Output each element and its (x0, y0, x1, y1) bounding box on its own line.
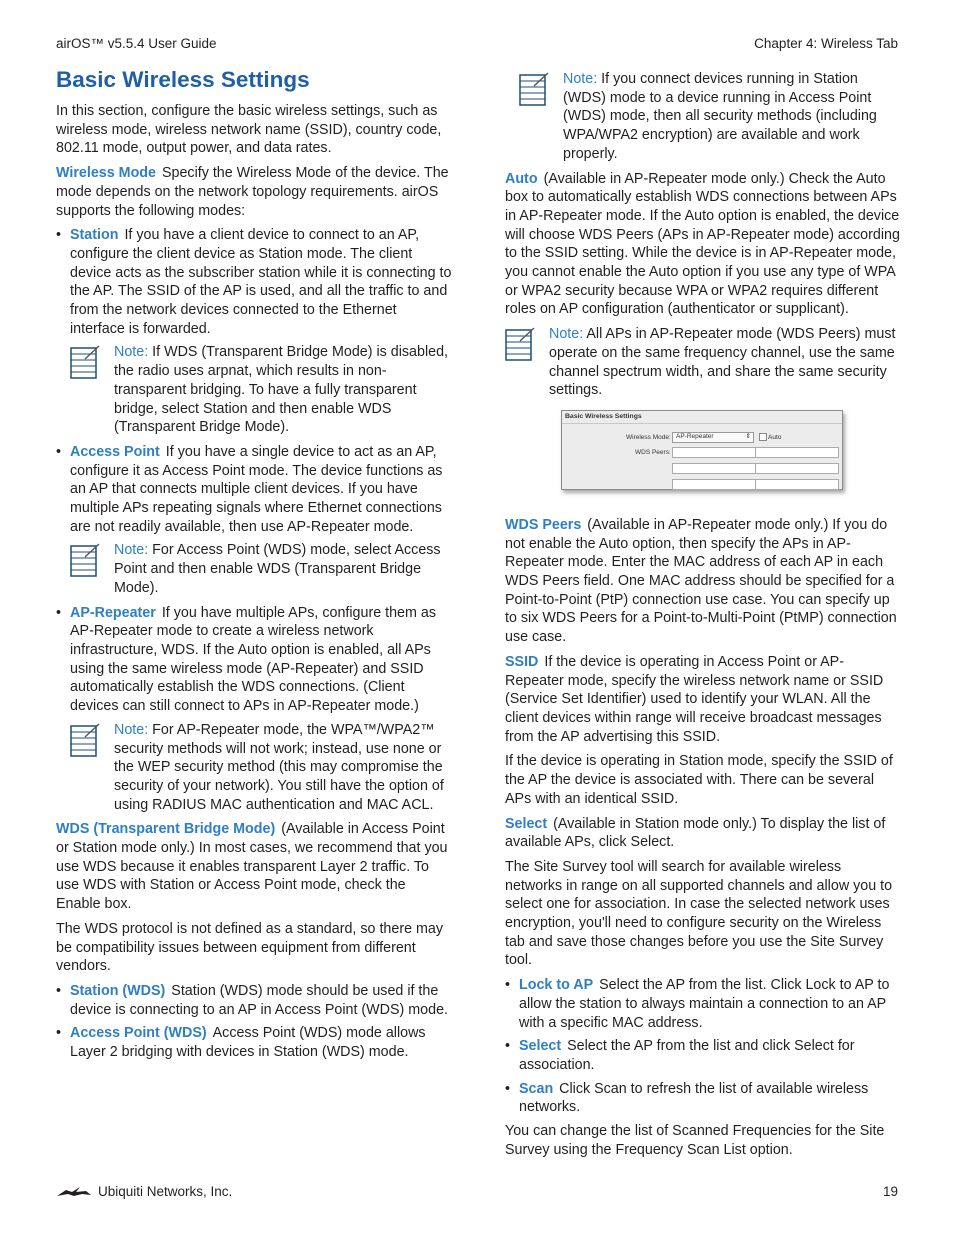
lock-to-ap-text: Select the AP from the list. Click Lock to AP to allow the station to always maintain a connection to an AP with a specific MAC address. (519, 977, 890, 1031)
bullet-station-wds (56, 982, 452, 1019)
auto-paragraph (505, 170, 900, 320)
ssid-paragraph (505, 653, 900, 747)
notepad-icon (70, 721, 114, 815)
note-label: Note: (114, 344, 149, 361)
ubiquiti-logo-icon (56, 1186, 92, 1198)
select-text: (Available in Station mode only.) To display the list of available APs, click Select. (505, 815, 886, 851)
header-guide-title: airOS™ v5.5.4 User Guide (56, 36, 217, 51)
select-arrows-icon: ⇕ (745, 432, 751, 440)
notepad-icon (505, 325, 549, 400)
note-text: If you connect devices running in Station (WDS) mode to a device running in Access Point (WDS) mode, then all security methods (including WPA/WPA2 encryption) are available and work properly. (563, 71, 877, 162)
note-label: Note: (563, 71, 598, 87)
wds-peer-field[interactable] (755, 463, 839, 474)
header-chapter: Chapter 4: Wireless Tab (754, 36, 898, 51)
note-text: For Access Point (WDS) mode, select Access Point and then enable WDS (Transparent Bridge Mode). (114, 542, 441, 596)
note-box (70, 721, 452, 815)
auto-term: Auto (505, 170, 538, 187)
note-label: Note: (114, 542, 149, 559)
wds-peer-field[interactable] (755, 447, 839, 458)
wds-paragraph (56, 820, 452, 914)
ssid-term: SSID (505, 653, 539, 670)
scan-text: Click Scan to refresh the list of available wireless networks. (519, 1080, 869, 1116)
notepad-icon-svg (70, 345, 100, 379)
wds-peer-field[interactable] (672, 447, 756, 458)
bullet-access-point (56, 443, 452, 537)
notepad-icon (519, 70, 563, 164)
basic-wireless-settings-screenshot (561, 410, 843, 490)
scan-frequencies-paragraph: You can change the list of Scanned Frequencies for the Site Survey using the Frequency Scan List option. (505, 1123, 885, 1158)
notepad-icon (70, 343, 114, 437)
lock-to-ap-term: Lock to AP (519, 977, 594, 994)
station-term: Station (70, 227, 119, 244)
ssid-text: If the device is operating in Access Point or AP-Repeater mode, specify the wireless network name or SSID (Service Set Identifier) used to identify your WLAN. All the client devices within range will receive broadcast messages from the AP advertising this SSID. (505, 653, 884, 745)
select-term: Select (505, 815, 548, 832)
note-box (505, 325, 900, 400)
access-point-term: Access Point (70, 443, 160, 460)
select-paragraph (505, 815, 900, 852)
bullet-access-point-wds (56, 1024, 452, 1061)
note-text: All APs in AP-Repeater mode (WDS Peers) must operate on the same frequency channel, use the same channel spectrum width, and share the same security settings. (549, 326, 896, 399)
ssid-station-paragraph: If the device is operating in Station mode, specify the SSID of the AP the device is associated with. There can be several APs with an identical SSID. (505, 753, 893, 807)
wireless-mode-select[interactable] (672, 432, 754, 443)
note-text: For AP-Repeater mode, the WPA™/WPA2™ security methods will not work; instead, use none or the WEP security method (this may compromise the security of your network). You still have the option of using RADIUS MAC authentication and MAC ACL. (114, 721, 444, 813)
auto-checkbox[interactable] (759, 433, 767, 441)
auto-text: (Available in AP-Repeater mode only.) Check the Auto box to automatically establish WDS connections between APs in AP-Repeater mode. If the Auto option is enabled, the device will choose WDS Peers (APs in AP-Repeater mode) according to the SSID setting. While the device is in AP-Repeater mode, you cannot enable the Auto option if you use any type of WPA or WPA2 security because WPA or WPA2 requires different roles on AP configuration (authenticator or supplicant). (505, 170, 900, 318)
note-box (70, 541, 452, 597)
wds-peer-field[interactable] (672, 463, 756, 474)
access-point-wds-term: Access Point (WDS) (70, 1025, 207, 1042)
wireless-mode-paragraph (56, 164, 452, 220)
access-point-wds-text: Access Point (WDS) mode allows Layer 2 bridging with devices in Station (WDS) mode. (70, 1025, 426, 1061)
footer-company (56, 1183, 232, 1202)
station-wds-term: Station (WDS) (70, 982, 166, 999)
footer-company-name: Ubiquiti Networks, Inc. (98, 1184, 233, 1199)
figure-title: Basic Wireless Settings (565, 412, 642, 420)
note-box (519, 70, 900, 164)
bullet-station (56, 226, 452, 338)
notepad-icon (70, 541, 114, 597)
wds-term: WDS (Transparent Bridge Mode) (56, 821, 276, 838)
wds-text: (Available in Access Point or Station mode only.) In most cases, we recommend that you use WDS because it enables transparent Layer 2 traffic. To use WDS with Station or Access Point mode, check the Enable box. (56, 821, 448, 913)
page-number: 19 (882, 1184, 898, 1199)
bullet-ap-repeater (56, 604, 452, 716)
wds-peer-field[interactable] (672, 479, 756, 490)
ap-repeater-term: AP-Repeater (70, 604, 156, 621)
figure-divider (562, 423, 842, 424)
auto-checkbox-label: Auto (768, 433, 782, 441)
note-text: If WDS (Transparent Bridge Mode) is disabled, the radio uses arpnat, which results in non-transparent bridging. To have a fully transparent bridge, select Station and then enable WDS (Transparent Bridge Mode). (114, 344, 449, 436)
notepad-icon-svg (505, 327, 535, 361)
wireless-mode-term: Wireless Mode (56, 165, 156, 182)
notepad-icon-svg (70, 543, 100, 577)
select-bullet-text: Select the AP from the list and click Select for association. (519, 1038, 855, 1073)
wds-peers-term: WDS Peers (505, 516, 582, 533)
wireless-mode-value: AP-Repeater (676, 432, 714, 440)
wds-peer-field[interactable] (755, 479, 839, 490)
wds-protocol-paragraph: The WDS protocol is not defined as a standard, so there may be compatibility issues between equipment from different vendors. (56, 920, 444, 975)
wds-peers-label: WDS Peers: (635, 448, 671, 456)
wireless-mode-text: Specify the Wireless Mode of the device. The mode depends on the network topology requirements. airOS supports the following modes: (56, 165, 449, 219)
note-label: Note: (549, 326, 584, 343)
intro-paragraph: In this section, configure the basic wireless settings, such as wireless mode, wireless network name (SSID), country code, 802.11 mode, output power, and data rates. (56, 103, 442, 157)
page-title: Basic Wireless Settings (56, 67, 310, 92)
access-point-text: If you have a single device to act as an AP, configure it as Access Point mode. The device functions as an AP that connects multiple client devices. If you have multiple APs repeating signals where Ethernet connections are not readily available, then use AP-Repeater mode. (70, 443, 443, 535)
left-column (56, 66, 452, 1067)
ap-repeater-text: If you have multiple APs, configure them as AP-Repeater mode to create a wireless network infrastructure, WDS. If the Auto option is enabled, all APs using the same wireless mode (AP-Repeater) and SSID automatically establish the WDS connections. (Client devices can still connect to APs in AP-Repeater mode.) (70, 604, 436, 715)
notepad-icon-svg (519, 72, 549, 106)
notepad-icon-svg (70, 723, 100, 757)
select-bullet-term: Select (519, 1038, 562, 1055)
site-survey-paragraph: The Site Survey tool will search for available wireless networks in range on all supported channels and allow you to select one for association. In case the selected network uses encryption, you'll need to configure security on the Wireless tab and save those changes before you use the Site Survey tool. (505, 858, 893, 969)
right-column (505, 66, 900, 1165)
bullet-scan (505, 1080, 900, 1117)
wireless-mode-label: Wireless Mode: (626, 433, 671, 441)
bullet-select (505, 1037, 900, 1074)
station-text: If you have a client device to connect to an AP, configure the client device as Station mode. The client device acts as the subscriber station while it is connecting to the AP. The SSID of the AP is used, and all the traffic to and from the network devices connected to the Ethernet interface is forwarded. (70, 227, 452, 337)
note-box (70, 343, 452, 437)
scan-term: Scan (519, 1080, 554, 1097)
note-label: Note: (114, 721, 149, 738)
wds-peers-text: (Available in AP-Repeater mode only.) If you do not enable the Auto option, then specify the APs in AP-Repeater mode. Enter the MAC address of each AP in each WDS Peers field. One MAC address should be specified for a Point-to-Point (PtP) connection use case. You can specify up to six WDS Peers for a Point-to-Multi-Point (PtMP) connection use case. (505, 516, 897, 646)
station-wds-text: Station (WDS) mode should be used if the device is connecting to an AP in Access Point (WDS) mode. (70, 982, 448, 1018)
wds-peers-paragraph (505, 516, 900, 647)
bullet-lock-to-ap (505, 976, 900, 1032)
